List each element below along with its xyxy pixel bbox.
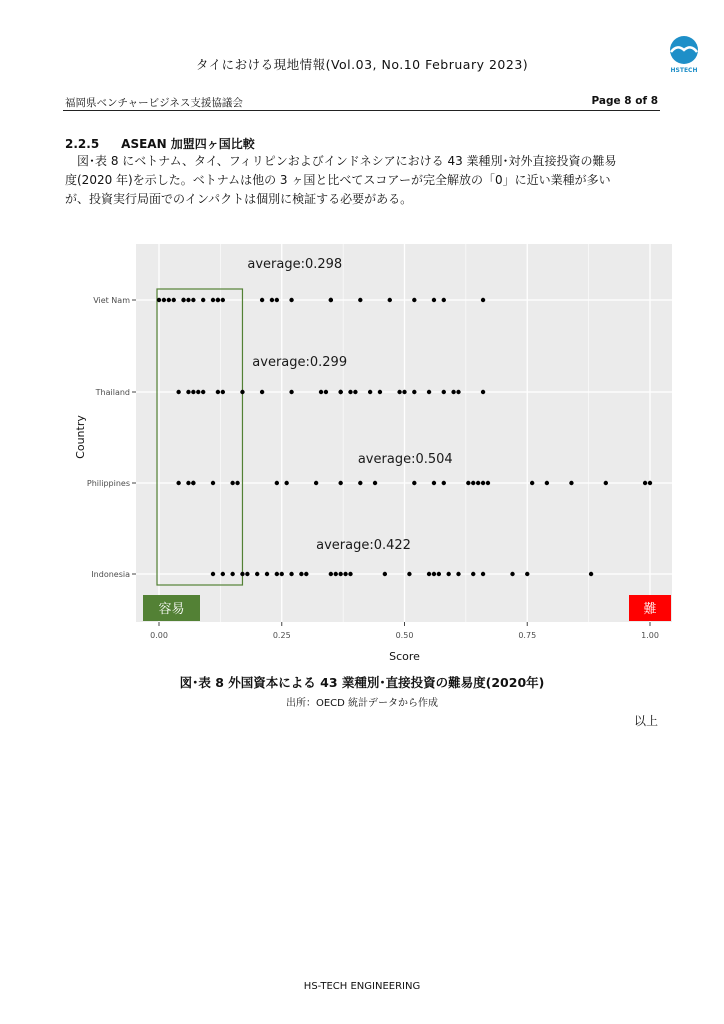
data-point xyxy=(221,390,225,394)
data-point xyxy=(446,572,450,576)
data-point xyxy=(338,481,342,485)
section-heading xyxy=(65,135,255,152)
header-divider xyxy=(63,110,660,111)
data-point xyxy=(211,481,215,485)
data-point xyxy=(432,298,436,302)
average-label: average:0.298 xyxy=(247,257,343,272)
y-tick-label: Viet Nam xyxy=(93,296,130,305)
data-point xyxy=(260,298,264,302)
page-footer: HS-TECH ENGINEERING xyxy=(303,981,421,992)
data-point xyxy=(211,298,215,302)
body-line: 図･表 8 にベトナム、タイ、フィリピンおよびインドネシアにおける 43 業種別･対外直接投資の難易 xyxy=(77,154,617,168)
data-point xyxy=(358,298,362,302)
data-point xyxy=(275,572,279,576)
data-point xyxy=(378,390,382,394)
data-point xyxy=(471,572,475,576)
page-number: Page 8 of 8 xyxy=(591,95,658,107)
data-point xyxy=(176,481,180,485)
data-point xyxy=(456,572,460,576)
data-point xyxy=(481,572,485,576)
data-point xyxy=(221,572,225,576)
data-point xyxy=(172,298,176,302)
data-point xyxy=(510,572,514,576)
data-point xyxy=(167,298,171,302)
body-line: 度(2020 年)を示した。ベトナムは他の 3 ヶ国と比べてスコアーが完全解放の「0」に近い業種が多い xyxy=(65,173,611,187)
data-point xyxy=(486,481,490,485)
data-point xyxy=(456,390,460,394)
data-point xyxy=(230,481,234,485)
data-point xyxy=(427,572,431,576)
data-point xyxy=(245,572,249,576)
data-point xyxy=(412,481,416,485)
x-tick-label: 1.00 xyxy=(641,631,659,640)
data-point xyxy=(442,298,446,302)
data-point xyxy=(348,390,352,394)
data-point xyxy=(353,390,357,394)
data-point xyxy=(314,481,318,485)
x-tick-label: 0.00 xyxy=(150,631,168,640)
data-point xyxy=(368,390,372,394)
logo-text: HSTECH xyxy=(670,67,698,74)
data-point xyxy=(186,298,190,302)
data-point xyxy=(545,481,549,485)
data-point xyxy=(383,572,387,576)
data-point xyxy=(319,390,323,394)
data-point xyxy=(589,572,593,576)
data-point xyxy=(471,481,475,485)
data-point xyxy=(348,572,352,576)
data-point xyxy=(289,390,293,394)
x-tick-label: 0.50 xyxy=(395,631,414,640)
figure-caption: 図･表 8 外国資本による 43 業種別･直接投資の難易度(2020年) xyxy=(179,675,545,690)
document-title: タイにおける現地情報(Vol.03, No.10 February 2023) xyxy=(195,57,529,72)
average-label: average:0.504 xyxy=(357,452,453,467)
data-point xyxy=(186,390,190,394)
data-point xyxy=(191,298,195,302)
figure-source: 出所：OECD 統計データから作成 xyxy=(285,698,439,709)
data-point xyxy=(343,572,347,576)
data-point xyxy=(186,481,190,485)
data-point xyxy=(157,298,161,302)
x-tick-label: 0.75 xyxy=(518,631,537,640)
data-point xyxy=(235,481,239,485)
data-point xyxy=(216,298,220,302)
data-point xyxy=(338,572,342,576)
data-point xyxy=(299,572,303,576)
data-point xyxy=(284,481,288,485)
data-point xyxy=(432,572,436,576)
data-point xyxy=(275,298,279,302)
data-point xyxy=(289,298,293,302)
easy-badge-label: 容易 xyxy=(158,602,185,617)
section-title: ASEAN 加盟四ヶ国比較 xyxy=(121,137,255,151)
average-label: average:0.299 xyxy=(252,355,348,370)
data-point xyxy=(191,481,195,485)
data-point xyxy=(240,390,244,394)
data-point xyxy=(221,298,225,302)
body-line: が、投資実行局面でのインパクトは個別に検証する必要がある。 xyxy=(65,192,413,206)
data-point xyxy=(412,298,416,302)
data-point xyxy=(196,390,200,394)
y-tick-label: Indonesia xyxy=(91,570,130,579)
data-point xyxy=(329,298,333,302)
y-tick-label: Philippines xyxy=(86,479,130,488)
data-point xyxy=(280,572,284,576)
data-point xyxy=(240,572,244,576)
x-tick-label: 0.25 xyxy=(272,631,291,640)
data-point xyxy=(334,572,338,576)
data-point xyxy=(442,481,446,485)
data-point xyxy=(176,390,180,394)
data-point xyxy=(432,481,436,485)
data-point xyxy=(329,572,333,576)
data-point xyxy=(338,390,342,394)
data-point xyxy=(201,298,205,302)
data-point xyxy=(643,481,647,485)
x-axis-title: Score xyxy=(389,650,420,663)
data-point xyxy=(530,481,534,485)
data-point xyxy=(373,481,377,485)
data-point xyxy=(181,298,185,302)
data-point xyxy=(191,390,195,394)
data-point xyxy=(569,481,573,485)
data-point xyxy=(270,298,274,302)
end-mark: 以上 xyxy=(633,714,658,728)
data-point xyxy=(407,572,411,576)
data-point xyxy=(324,390,328,394)
data-point xyxy=(275,481,279,485)
data-point xyxy=(604,481,608,485)
data-point xyxy=(481,298,485,302)
data-point xyxy=(451,390,455,394)
y-tick-label: Thailand xyxy=(95,388,130,397)
data-point xyxy=(476,481,480,485)
data-point xyxy=(255,572,259,576)
section-body xyxy=(65,152,659,209)
data-point xyxy=(648,481,652,485)
data-point xyxy=(265,572,269,576)
data-point xyxy=(289,572,293,576)
data-point xyxy=(442,390,446,394)
y-axis-title: Country xyxy=(74,415,87,459)
data-point xyxy=(201,390,205,394)
data-point xyxy=(481,390,485,394)
data-point xyxy=(388,298,392,302)
data-point xyxy=(162,298,166,302)
data-point xyxy=(211,572,215,576)
data-point xyxy=(230,572,234,576)
organization-name: 福岡県ベンチャービジネス支援協議会 xyxy=(65,97,243,109)
scatter-chart xyxy=(60,238,680,668)
data-point xyxy=(466,481,470,485)
data-point xyxy=(216,390,220,394)
average-label: average:0.422 xyxy=(316,538,411,553)
data-point xyxy=(304,572,308,576)
section-number: 2.2.5 xyxy=(65,137,100,151)
hard-badge-label: 難 xyxy=(643,602,657,617)
data-point xyxy=(260,390,264,394)
data-point xyxy=(481,481,485,485)
data-point xyxy=(412,390,416,394)
data-point xyxy=(397,390,401,394)
data-point xyxy=(427,390,431,394)
data-point xyxy=(402,390,406,394)
data-point xyxy=(525,572,529,576)
data-point xyxy=(437,572,441,576)
data-point xyxy=(358,481,362,485)
